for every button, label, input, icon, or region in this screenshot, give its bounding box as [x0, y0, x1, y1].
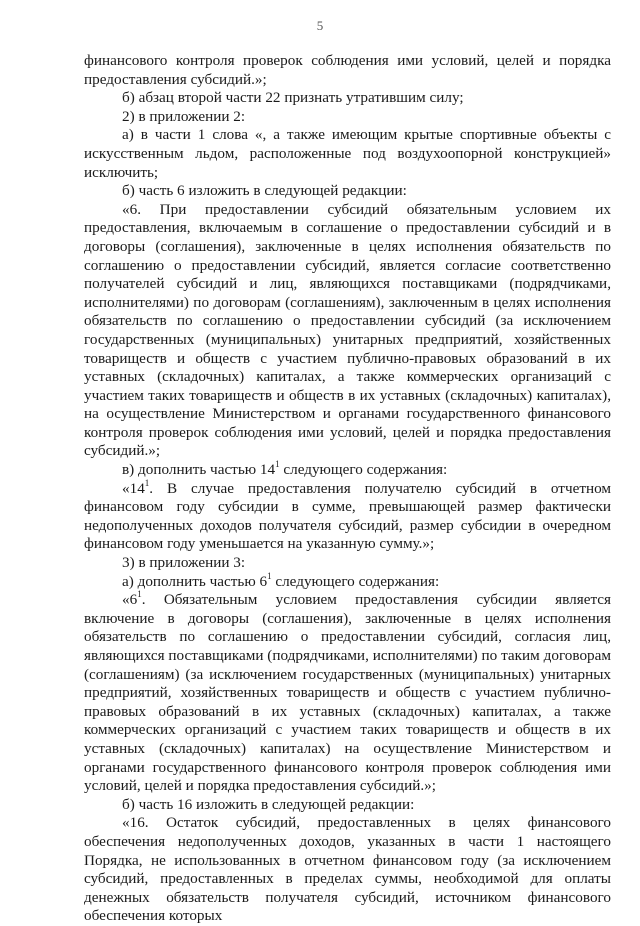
paragraph: финансового контроля проверок соблюдения ими условий, целей и порядка предоставления субсидий.»;	[84, 52, 611, 88]
paragraph: «16. Остаток субсидий, предоставленных в целях финансового обеспечения недополученных доходов, указанных в части 1 настоящего Порядка, не использованных в отчетном финансовом году (за исключением субсидий, предоставленных в пределах суммы, необходимой для оплаты денежных обязательств получателя субсидий, источником финансового обеспечения которых	[84, 814, 611, 925]
paragraph-text: «6	[122, 591, 138, 609]
paragraph-text: следующего содержания:	[271, 572, 440, 590]
paragraph	[84, 477, 611, 554]
paragraph: «6. При предоставлении субсидий обязательным условием их предоставления, включаемым в соглашение о предоставлении субсидий и в договоры (соглашения), заключенные в целях исполнения обязательств по соглашению о предоставлении субсидий, является согласие соответственно получателей субсидий и лиц, являющихся поставщиками (подрядчиками, исполнителями) по договорам (соглашениям), заключенным в целях исполнения обязательств по соглашению о предоставлении субсидий (за исключением государственных (муниципальных) унитарных предприятий, хозяйственных товариществ и обществ с участием публично-правовых образований в их уставных (складочных) капиталах, а также коммерческих организаций с участием таких товариществ и обществ в их уставных (складочных) капиталах), на осуществление Министерством и органами государственного финансового контроля проверок соблюдения ими условий, целей и порядка предоставления субсидий.»;	[84, 200, 611, 460]
paragraph-text: «14	[122, 479, 145, 497]
paragraph: б) часть 16 изложить в следующей редакции:	[122, 795, 415, 813]
paragraph: б) абзац второй части 22 признать утратившим силу;	[122, 89, 464, 107]
paragraph	[84, 570, 611, 592]
paragraph: б) часть 6 изложить в следующей редакции:	[122, 182, 407, 200]
paragraph-text: следующего содержания:	[279, 461, 448, 479]
paragraph: 3) в приложении 3:	[122, 554, 246, 572]
page-number: 5	[316, 18, 324, 33]
paragraph	[84, 591, 611, 796]
superscript: 1	[275, 459, 280, 469]
paragraph-text: а) дополнить частью 6	[122, 572, 268, 590]
paragraph: 2) в приложении 2:	[122, 107, 246, 125]
paragraph-text: в) дополнить частью 14	[122, 461, 276, 479]
paragraph-text: . Обязательным условием предоставления субсидии является включение в договоры (соглашения), заключенные в целях исполнения обязательств по соглашению о предоставлении субсидий, согласия лиц, являющихся поставщиками (подрядчиками, исполнителями) по таким договорам (соглашениям) (за исключением государственных (муниципальных) унитарных предприятий, хозяйственных товариществ и обществ с участием публично-правовых образований в их уставных (складочных) капиталах, а также коммерческих организаций с участием таких товариществ и обществ в их уставных (складочных) капиталах) на осуществление Министерством и органами государственного финансового контроля проверок соблюдения ими условий, целей и порядка предоставления субсидий.»;	[84, 591, 611, 795]
paragraph	[84, 461, 611, 480]
superscript: 1	[267, 570, 272, 581]
superscript: 1	[144, 477, 150, 488]
superscript: 1	[137, 589, 142, 600]
document-body	[84, 52, 611, 926]
paragraph: а) в части 1 слова «, а также имеющим крытые спортивные объекты с искусственным льдом, расположенные под воздухоопорной конструкцией» исключить;	[84, 126, 611, 181]
paragraph-text: . В случае предоставления получателю субсидий в отчетном финансовом году субсидии в сумме, превышающей размер фактически недополученных доходов получателя субсидий, размер субсидии в очередном финансовом году уменьшается на указанную сумму.»;	[84, 479, 611, 553]
